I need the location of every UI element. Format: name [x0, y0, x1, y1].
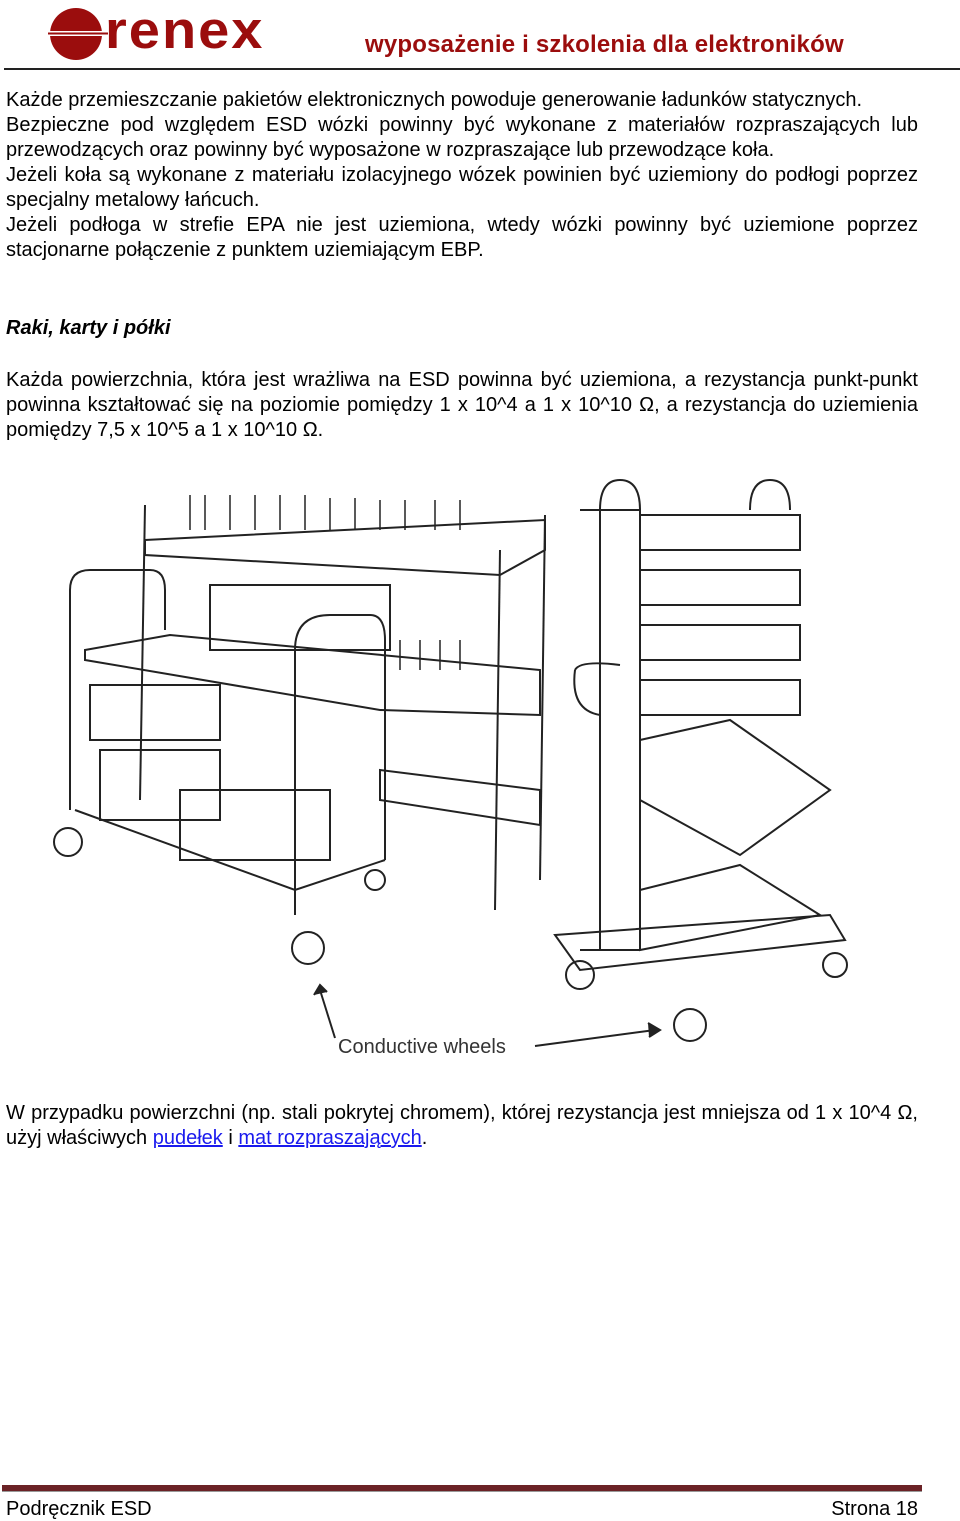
intro-text	[6, 88, 918, 263]
footer-title: Podręcznik ESD	[6, 1498, 152, 1520]
paragraph: Jeżeli podłoga w strefie EPA nie jest uziemiona, wtedy wózki powinny być uziemione poprzez stacjonarne połączenie z punktem uziemiającym EBP.	[6, 214, 918, 261]
boxes-link[interactable]: pudełek	[152, 1127, 223, 1149]
footer-divider	[2, 1485, 922, 1492]
bin-tower-cart	[555, 480, 847, 1041]
section-text	[6, 368, 918, 443]
closing-text-start: W przypadku powierzchni (np. stali pokrytej chromem), której rezystancja jest mniejsza od 1 x 10^4 Ω, użyj właściwych	[6, 1102, 918, 1149]
closing-text-end: .	[421, 1127, 428, 1149]
paragraph: Bezpieczne pod względem ESD wózki powinny być wykonane z materiałów rozpraszających lub przewodzących oraz powinny być wyposażone w rozpraszające lub przewodzące koła.	[6, 114, 918, 161]
paragraph: Każde przemieszczanie pakietów elektronicznych powoduje generowanie ładunków statycznych.	[6, 89, 863, 111]
dissipative-mats-link[interactable]: mat rozpraszających	[238, 1127, 422, 1149]
header-divider	[4, 68, 960, 70]
header-tagline: wyposażenie i szkolenia dla elektroników	[365, 31, 844, 58]
section-heading: Raki, karty i półki	[6, 317, 171, 339]
paragraph: Każda powierzchnia, która jest wrażliwa na ESD powinna być uziemiona, a rezystancja punkt-punkt powinna kształtować się na poziomie pomiędzy 1 x 10^4 a 1 x 10^10 Ω, a rezystancja do uziemienia pomiędzy 7,5 x 10^5 a 1 x 10^10 Ω.	[6, 369, 918, 441]
figure-caption: Conductive wheels	[338, 1036, 506, 1058]
esd-carts-illustration	[40, 470, 880, 1070]
logo-wordmark: renex	[105, 0, 265, 60]
page-number: Strona 18	[831, 1498, 918, 1520]
logo-circle-icon	[48, 6, 108, 62]
page-header	[0, 0, 960, 72]
closing-text-middle: i	[222, 1127, 239, 1149]
paragraph	[6, 1101, 918, 1151]
wire-shelf-rack	[85, 495, 545, 910]
closing-text	[6, 1101, 918, 1151]
paragraph: Jeżeli koła są wykonane z materiału izolacyjnego wózek powinien być uziemiony do podłogi poprzez specjalny metalowy łańcuch.	[6, 164, 918, 211]
